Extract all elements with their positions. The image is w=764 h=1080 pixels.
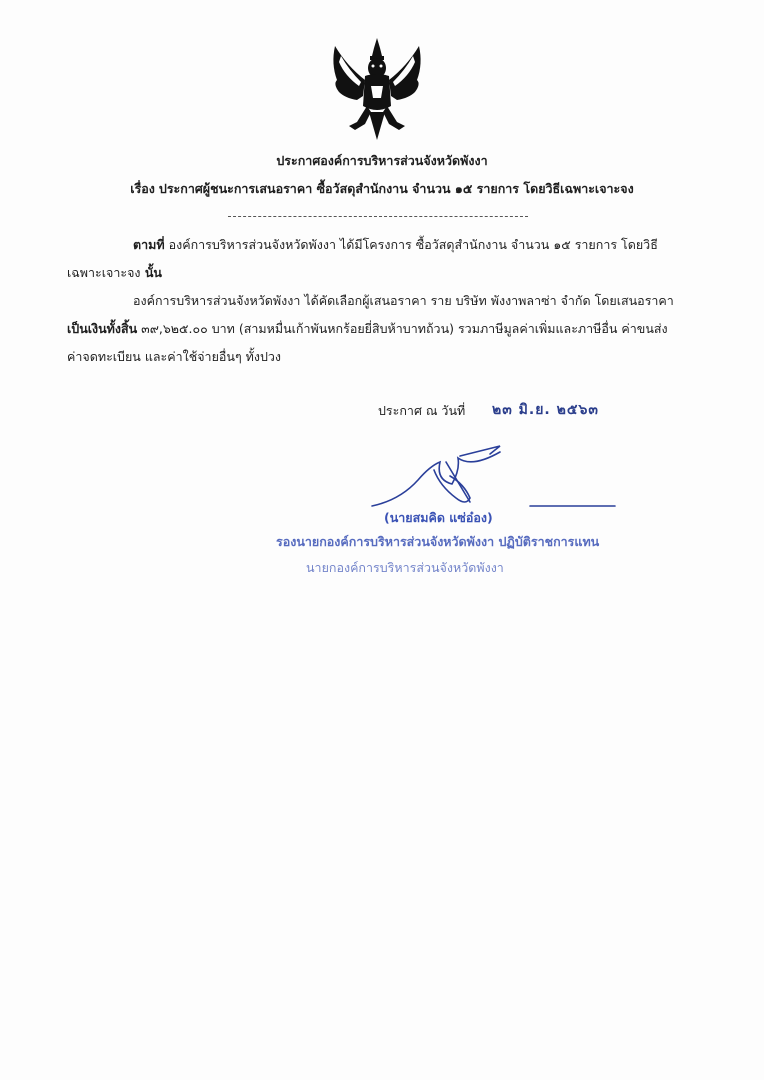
- para1-text1: องค์การบริหารส่วนจังหวัดพังงา ได้มีโครงการ ซื้อวัสดุสำนักงาน จำนวน ๑๕ รายการ โดยวิธี: [164, 237, 658, 252]
- paragraph-2-line-2: [67, 320, 668, 338]
- para2-line2: ๓๙,๖๒๕.๐๐ บาท (สามหมื่นเก้าพันหกร้อยยี่สิบห้าบาทถ้วน) รวมภาษีมูลค่าเพิ่มและภาษีอื่น ค่าขนส่ง: [137, 321, 668, 336]
- paragraph-2-line-3: ค่าจดทะเบียน และค่าใช้จ่ายอื่นๆ ทั้งปวง: [67, 349, 282, 364]
- divider: [228, 216, 528, 217]
- document-title: ประกาศองค์การบริหารส่วนจังหวัดพังงา: [276, 153, 488, 168]
- announce-label: ประกาศ ณ วันที่: [378, 403, 466, 418]
- paragraph-2-line-1: องค์การบริหารส่วนจังหวัดพังงา ได้คัดเลือกผู้เสนอราคา ราย บริษัท พังงาพลาซ่า จำกัด โดยเสนอราคา: [133, 293, 674, 308]
- signer-position-2: นายกองค์การบริหารส่วนจังหวัดพังงา: [306, 560, 504, 575]
- garuda-emblem-icon: [327, 36, 427, 141]
- announce-date-stamp: ๒๓ มิ.ย. ๒๕๖๓: [492, 402, 599, 418]
- paragraph-1-line-1: [133, 236, 658, 254]
- para1-lead: ตามที่: [133, 237, 165, 252]
- para1-tail: นั้น: [140, 265, 162, 280]
- subject-text: ประกาศผู้ชนะการเสนอราคา ซื้อวัสดุสำนักงาน จำนวน ๑๕ รายการ โดยวิธีเฉพาะเจาะจง: [158, 181, 634, 196]
- para2-bold: เป็นเงินทั้งสิ้น: [67, 321, 138, 336]
- paragraph-1-line-2: [67, 264, 162, 282]
- subject-label: เรื่อง: [130, 181, 155, 196]
- para1-text2: เฉพาะเจาะจง: [67, 265, 141, 280]
- signer-name: (นายสมคิด แซ่อ๋อง): [384, 510, 493, 525]
- document-subject: [0, 180, 764, 198]
- signer-position-1: รองนายกองค์การบริหารส่วนจังหวัดพังงา ปฏิบัติราชการแทน: [276, 534, 600, 549]
